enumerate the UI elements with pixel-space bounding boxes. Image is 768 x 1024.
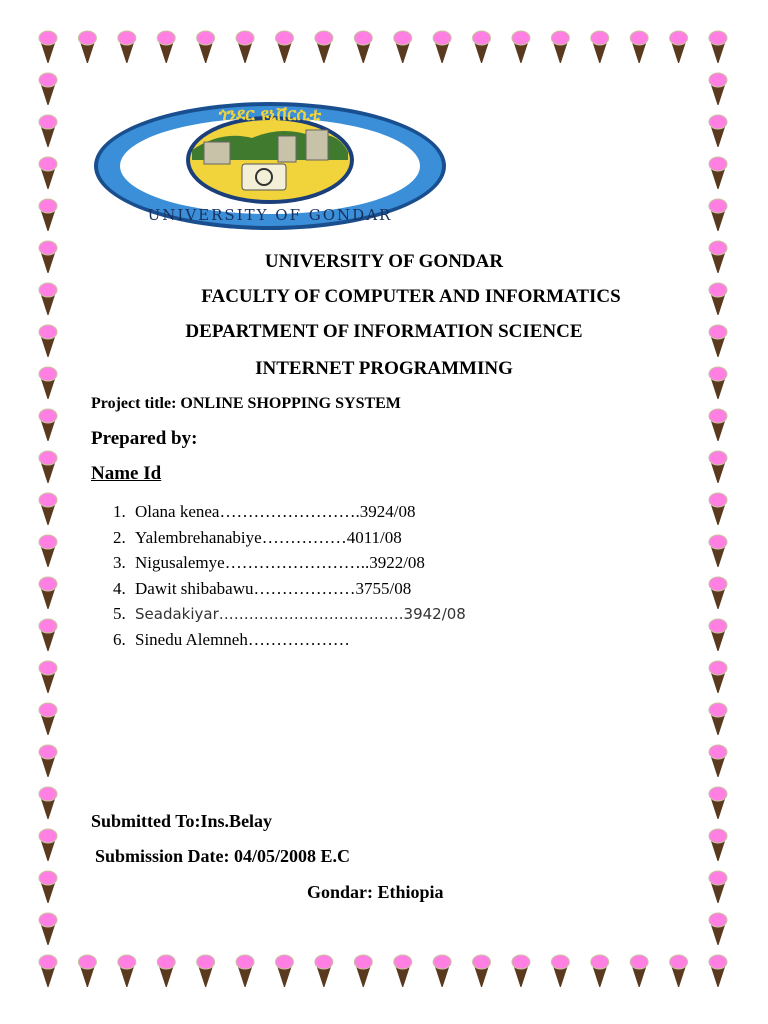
ice-cream-cone-icon [709,577,727,609]
ice-cream-cone-icon [591,955,609,987]
ice-cream-cone-icon [709,451,727,483]
list-item: 4. Dawit shibabawu………………3755/08 [113,578,412,598]
ice-cream-cone-icon [551,955,569,987]
university-logo [92,100,448,232]
ice-cream-cone-icon [275,955,293,987]
ice-cream-cone-icon [473,31,491,63]
prepared-by-label: Prepared by: [91,428,198,449]
ice-cream-cone-icon [39,31,57,63]
faculty-name: FACULTY OF COMPUTER AND INFORMATICS [201,286,621,307]
ice-cream-cone-icon [39,577,57,609]
ice-cream-cone-icon [39,409,57,441]
ice-cream-cone-icon [670,31,688,63]
location: Gondar: Ethiopia [307,882,444,902]
ice-cream-cone-icon [78,31,96,63]
ice-cream-cone-icon [512,955,530,987]
logo-amharic-text: ጎንደር ዩኒቨርሲቲ [218,105,322,125]
ice-cream-cone-icon [709,871,727,903]
list-item: 1. Olana kenea…………………….3924/08 [113,502,416,521]
ice-cream-cone-icon [39,115,57,147]
ice-cream-cone-icon [709,115,727,147]
ice-cream-cone-icon [39,535,57,567]
ice-cream-cone-icon [39,955,57,987]
ice-cream-cone-icon [275,31,293,63]
list-item: 3. Nigusalemye……………………..3922/08 [113,553,425,572]
ice-cream-cone-icon [394,31,412,63]
ice-cream-cone-icon [709,745,727,777]
ice-cream-cone-icon [39,73,57,105]
ice-cream-cone-icon [197,31,215,63]
ice-cream-cone-icon [709,157,727,189]
list-item: 2. Yalembrehanabiye……………4011/08 [113,527,402,547]
ice-cream-cone-icon [630,955,648,987]
ice-cream-cone-icon [709,31,727,63]
ice-cream-cone-icon [709,787,727,819]
ice-cream-cone-icon [118,955,136,987]
list-item: 6. Sinedu Alemneh……………… [113,629,350,649]
ice-cream-cone-icon [39,661,57,693]
ice-cream-cone-icon [709,955,727,987]
university-name: UNIVERSITY OF GONDAR [264,251,504,272]
ice-cream-cone-icon [39,787,57,819]
ice-cream-cone-icon [709,535,727,567]
ice-cream-cone-icon [39,871,57,903]
department-name: DEPARTMENT OF INFORMATION SCIENCE [185,321,583,342]
name-id-heading: Name Id [91,463,162,484]
ice-cream-cone-icon [39,619,57,651]
ice-cream-cone-icon [39,745,57,777]
ice-cream-cone-icon [354,31,372,63]
ice-cream-cone-icon [78,955,96,987]
ice-cream-cone-icon [39,451,57,483]
ice-cream-cone-icon [433,31,451,63]
ice-cream-cone-icon [39,703,57,735]
ice-cream-cone-icon [670,955,688,987]
ice-cream-cone-icon [512,31,530,63]
ice-cream-cone-icon [630,31,648,63]
submitted-to: Submitted To:Ins.Belay [91,811,273,831]
ice-cream-cone-icon [394,955,412,987]
ice-cream-cone-icon [433,955,451,987]
ice-cream-cone-icon [709,829,727,861]
list-item: 5. Seadakiyar……………………………….3942/08 [113,604,466,623]
ice-cream-cone-icon [709,619,727,651]
ice-cream-cone-icon [354,955,372,987]
ice-cream-cone-icon [709,199,727,231]
ice-cream-cone-icon [39,913,57,945]
ice-cream-cone-icon [709,73,727,105]
logo-english-text: UNIVERSITY OF GONDAR [147,206,393,224]
ice-cream-cone-icon [197,955,215,987]
ice-cream-cone-icon [236,31,254,63]
ice-cream-cone-icon [39,493,57,525]
ice-cream-cone-icon [709,493,727,525]
project-title: Project title: ONLINE SHOPPING SYSTEM [91,395,401,412]
ice-cream-cone-icon [709,409,727,441]
ice-cream-cone-icon [39,157,57,189]
submission-date: Submission Date: 04/05/2008 E.C [95,846,351,866]
ice-cream-cone-icon [473,955,491,987]
ice-cream-cone-icon [709,703,727,735]
ice-cream-cone-icon [551,31,569,63]
ice-cream-cone-icon [315,31,333,63]
ice-cream-cone-icon [591,31,609,63]
ice-cream-cone-icon [315,955,333,987]
ice-cream-cone-icon [709,661,727,693]
ice-cream-cone-icon [236,955,254,987]
ice-cream-cone-icon [709,913,727,945]
ice-cream-cone-icon [157,955,175,987]
ice-cream-cone-icon [39,199,57,231]
ice-cream-cone-icon [118,31,136,63]
ice-cream-cone-icon [39,829,57,861]
ice-cream-cone-icon [157,31,175,63]
course-name: INTERNET PROGRAMMING [255,358,513,379]
member-list [113,499,466,652]
